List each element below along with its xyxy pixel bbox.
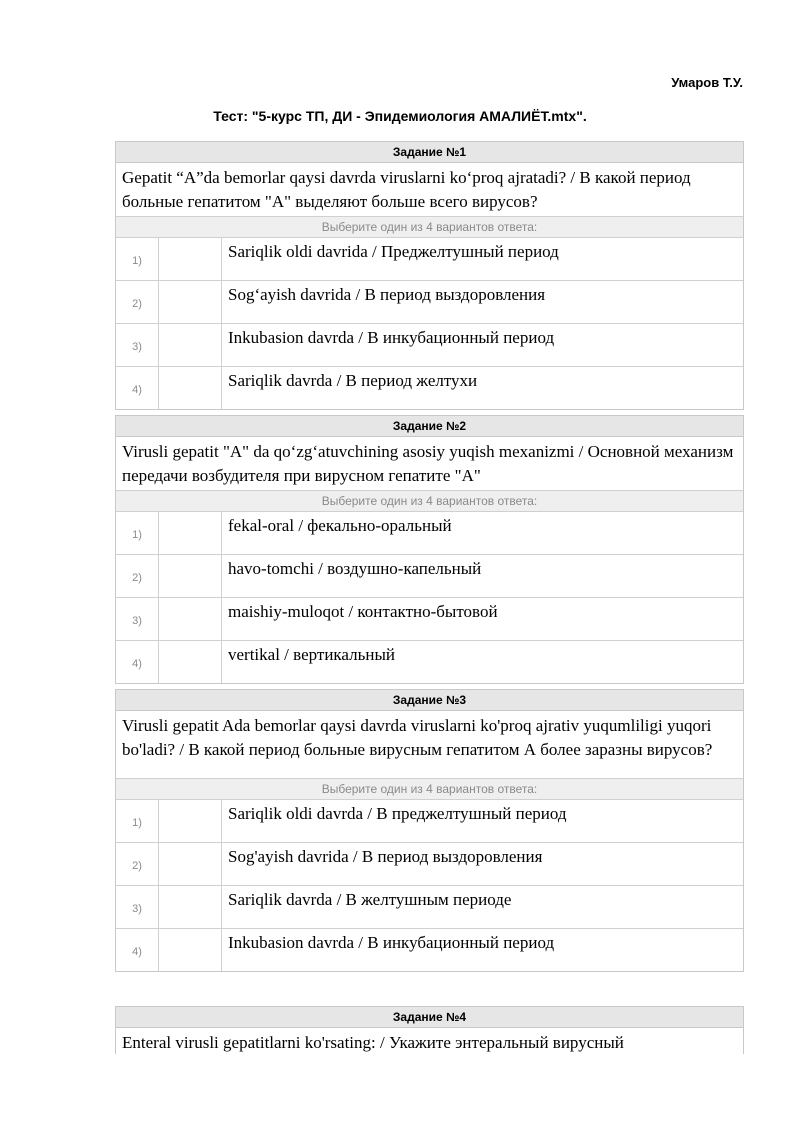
option-text: Inkubasion davrda / В инкубационный период: [228, 328, 555, 347]
answer-option[interactable]: [116, 367, 743, 409]
answer-option[interactable]: [116, 843, 743, 886]
option-number: 4): [116, 929, 159, 971]
answer-mark-cell[interactable]: [159, 843, 222, 885]
option-text: Sariqlik oldi davrda / В преджелтушный период: [228, 804, 567, 823]
question-text: Gepatit “A”da bemorlar qaysi davrda viruslarni ko‘proq ajratadi? / В какой период больные гепатитом "A" выделяют больше всего вирусов?: [116, 163, 743, 217]
answer-mark-cell[interactable]: [159, 512, 222, 554]
task-heading: Задание №3: [116, 690, 743, 711]
option-number: 4): [116, 641, 159, 683]
question-text: Virusli gepatit Ada bemorlar qaysi davrda viruslarni ko'proq ajrativ yuqumliligi yuqori bo'ladi? / В какой период больные вирусным гепатитом А более заразны вирусов?: [116, 711, 743, 779]
choose-instruction: Выберите один из 4 вариантов ответа:: [116, 217, 743, 238]
answer-option[interactable]: [116, 555, 743, 598]
answer-mark-cell[interactable]: [159, 324, 222, 366]
option-number: 1): [116, 512, 159, 554]
document-title: Тест: "5-курс ТП, ДИ - Эпидемиология АМАЛИЁТ.mtx".: [213, 108, 587, 124]
answer-mark-cell[interactable]: [159, 555, 222, 597]
option-number: 1): [116, 238, 159, 280]
option-text: Sog‘ayish davrida / В период выздоровления: [228, 285, 546, 304]
option-text: Inkubasion davrda / В инкубационный период: [228, 933, 555, 952]
task-heading: Задание №2: [116, 416, 743, 437]
option-number: 3): [116, 324, 159, 366]
answer-option[interactable]: [116, 281, 743, 324]
question-text: Virusli gepatit "A" da qo‘zg‘atuvchining asosiy yuqish mexanizmi / Основной механизм передачи возбудителя при вирусном гепатите "A": [116, 437, 743, 491]
option-number: 3): [116, 886, 159, 928]
option-number: 2): [116, 555, 159, 597]
option-text: havo-tomchi / воздушно-капельный: [228, 559, 482, 578]
task-heading: Задание №4: [116, 1007, 743, 1028]
task-1: [115, 141, 744, 410]
answer-option[interactable]: [116, 800, 743, 843]
option-text: vertikal / вертикальный: [228, 645, 395, 664]
answer-mark-cell[interactable]: [159, 886, 222, 928]
answer-mark-cell[interactable]: [159, 800, 222, 842]
task-3: [115, 689, 744, 972]
answer-mark-cell[interactable]: [159, 367, 222, 409]
task-4: [115, 1006, 744, 1054]
answer-option[interactable]: [116, 929, 743, 971]
option-text: Sariqlik davrda / В период желтухи: [228, 371, 478, 390]
author-name: Умаров Т.У.: [671, 75, 743, 90]
task-2: [115, 415, 744, 684]
choose-instruction: Выберите один из 4 вариантов ответа:: [116, 491, 743, 512]
answer-option[interactable]: [116, 512, 743, 555]
option-text: Sog'ayish davrida / В период выздоровления: [228, 847, 543, 866]
question-text: Enteral virusli gepatitlarni ko'rsating: / Укажите энтеральный вирусный: [122, 1033, 624, 1052]
answer-option[interactable]: [116, 641, 743, 683]
answer-mark-cell[interactable]: [159, 281, 222, 323]
option-number: 2): [116, 843, 159, 885]
option-text: Sariqlik davrda / В желтушным периоде: [228, 890, 512, 909]
answer-mark-cell[interactable]: [159, 929, 222, 971]
option-text: maishiy-muloqot / контактно-бытовой: [228, 602, 498, 621]
answer-mark-cell[interactable]: [159, 598, 222, 640]
option-text: Sariqlik oldi davrida / Преджелтушный период: [228, 242, 559, 261]
option-number: 1): [116, 800, 159, 842]
option-number: 2): [116, 281, 159, 323]
choose-instruction: Выберите один из 4 вариантов ответа:: [116, 779, 743, 800]
option-text: fekal-oral / фекально-оральный: [228, 516, 452, 535]
answer-option[interactable]: [116, 324, 743, 367]
answer-mark-cell[interactable]: [159, 238, 222, 280]
task-heading: Задание №1: [116, 142, 743, 163]
answer-mark-cell[interactable]: [159, 641, 222, 683]
option-number: 4): [116, 367, 159, 409]
option-number: 3): [116, 598, 159, 640]
answer-option[interactable]: [116, 886, 743, 929]
answer-option[interactable]: [116, 598, 743, 641]
answer-option[interactable]: [116, 238, 743, 281]
